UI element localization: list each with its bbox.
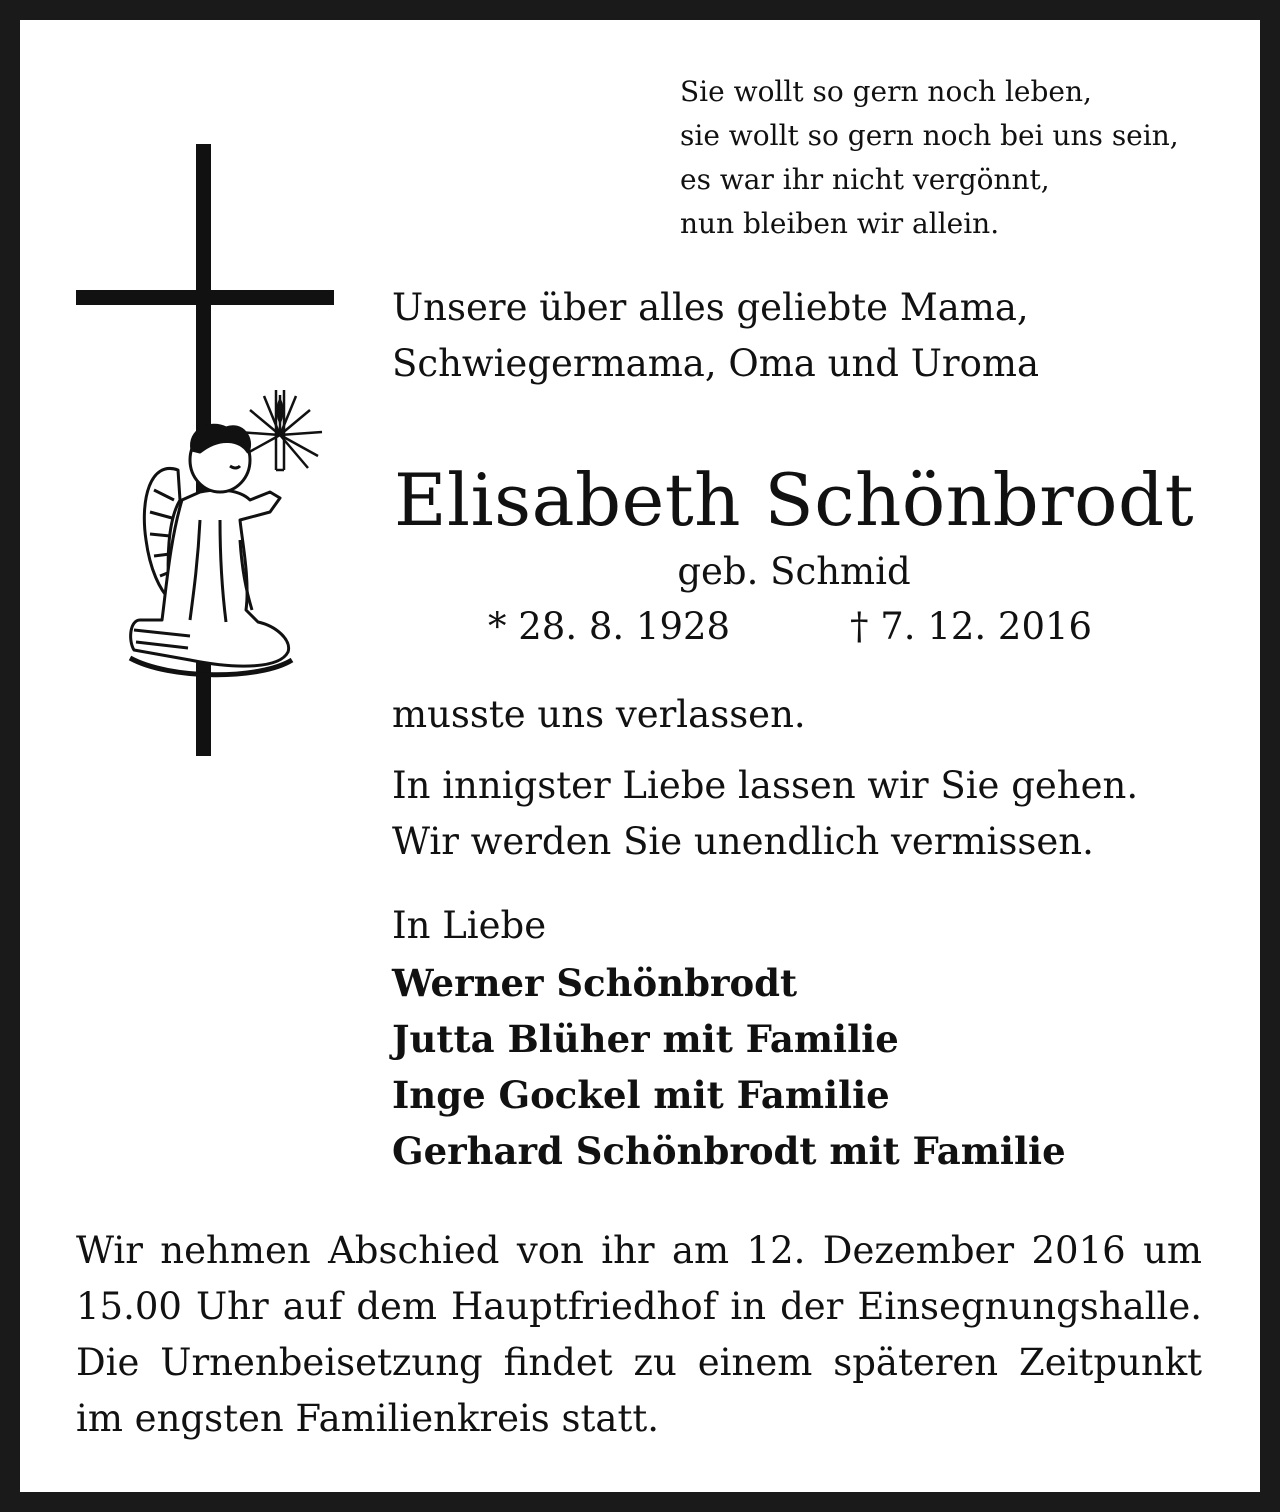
poem-line: Sie wollt so gern noch leben, (680, 75, 1092, 108)
deceased-name: Elisabeth Schönbrodt (394, 458, 1194, 542)
poem-line: es war ihr nicht vergönnt, (680, 163, 1050, 196)
death-date: † 7. 12. 2016 (850, 605, 1093, 648)
poem-verse (680, 70, 1179, 246)
signoff: In Liebe (392, 904, 547, 947)
service-line: Wir nehmen Abschied von ihr am 12. Dezember 2016 um (76, 1229, 1202, 1272)
mourner-name: Gerhard Schönbrodt mit Familie (392, 1129, 1066, 1173)
maiden-name: geb. Schmid (677, 550, 911, 593)
service-line: 15.00 Uhr auf dem Hauptfriedhof in der Einsegnungshalle. (76, 1285, 1202, 1328)
love-line: In innigster Liebe lassen wir Sie gehen. (392, 764, 1139, 807)
poem-line: nun bleiben wir allein. (680, 207, 1000, 240)
intro-line: Schwiegermama, Oma und Uroma (392, 342, 1040, 385)
birth-date: * 28. 8. 1928 (488, 605, 731, 648)
kneeling-angel-icon (130, 425, 292, 675)
love-message (392, 758, 1138, 870)
mourner-name: Inge Gockel mit Familie (392, 1073, 890, 1117)
service-details (76, 1223, 1202, 1447)
intro-line: Unsere über alles geliebte Mama, (392, 286, 1029, 329)
service-line: im engsten Familienkreis statt. (76, 1397, 659, 1440)
mourner-name: Werner Schönbrodt (392, 961, 798, 1005)
intro-text (392, 280, 1039, 392)
cross-angel-emblem (70, 140, 340, 760)
mourner-list (392, 955, 1066, 1179)
mourner-name: Jutta Blüher mit Familie (392, 1017, 899, 1061)
service-line: Die Urnenbeisetzung findet zu einem späteren Zeitpunkt (76, 1341, 1202, 1384)
love-line: Wir werden Sie unendlich vermissen. (392, 820, 1094, 863)
poem-line: sie wollt so gern noch bei uns sein, (680, 119, 1179, 152)
passing-text: musste uns verlassen. (392, 693, 806, 736)
